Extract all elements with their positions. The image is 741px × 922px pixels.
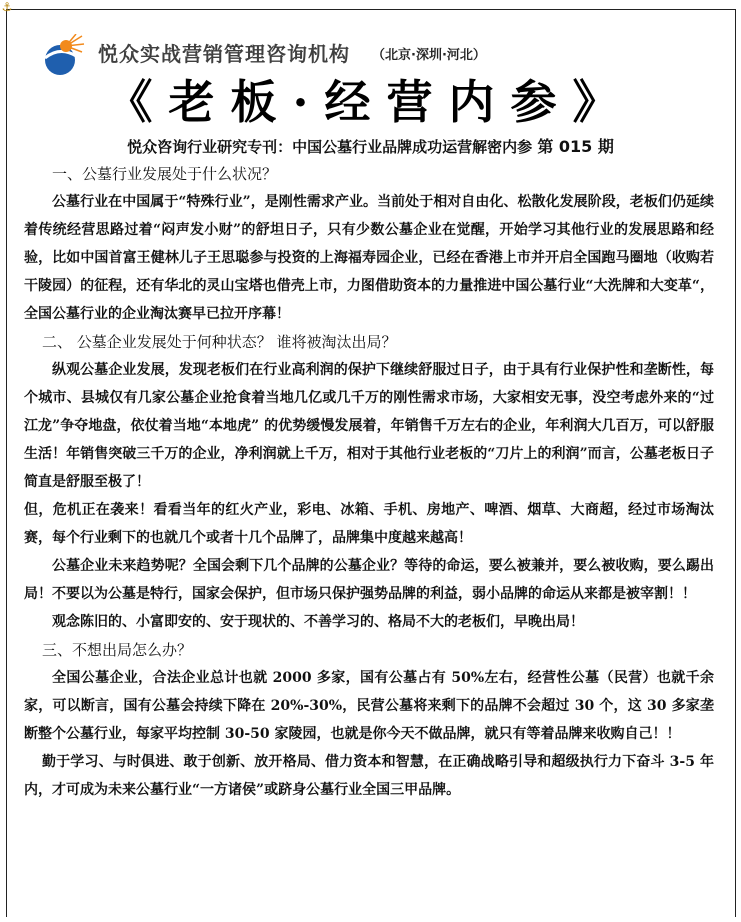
- section-3-paragraph-1: 全国公墓企业，合法企业总计也就 2000 多家，国有公墓占有 50%左右，经营性公墓（民营）也就千余家，可以断言，国有公墓会持续下降在 20%-30%，民营公墓将来剩下的品牌不会超过 30 个，这 30 多家垄断整个公墓行业，每家平均控制 30-50 家陵园，也就是你今天不做品牌，就只有等着品牌来收购自己！！: [24, 670, 714, 742]
- section-2-paragraph-3: 公墓企业未来趋势呢？全国会剩下几个品牌的公墓企业？等待的命运，要么被兼并，要么被收购，要么踢出局！不要以为公墓是特行，国家会保护，但市场只保护强势品牌的利益，弱小品牌的命运从来都是被宰割！！: [24, 558, 714, 602]
- subtitle-main: 悦众咨询行业研究专刊：中国公墓行业品牌成功运营解密内参: [127, 138, 533, 156]
- section-3-heading: 三、不想出局怎么办？: [42, 641, 193, 659]
- section-1-heading: 一、公墓行业发展处于什么状况？: [52, 165, 278, 183]
- page-title: 《老板·经营内参》: [106, 75, 635, 129]
- article-body: [24, 160, 714, 804]
- anchor-icon: ⚓: [1, 0, 13, 14]
- page-subtitle: [0, 134, 741, 157]
- org-cities: （北京·深圳·河北）: [372, 48, 486, 63]
- section-2-heading: 二、 公墓企业发展处于何种状态？ 谁将被淘汰出局？: [42, 333, 397, 351]
- section-2-paragraph-1: 纵观公墓企业发展，发现老板们在行业高利润的保护下继续舒服过日子，由于具有行业保护性和垄断性，每个城市、县城仅有几家公墓企业抢食着当地几亿或几千万的刚性需求市场，大家相安无事，没空考虑外来的“过江龙”争夺地盘，依仗着当地“本地虎” 的优势缓慢发展着，年销售千万左右的企业，年利润大几百万，可以舒服生活！年销售突破三千万的企业，净利润就上千万，相对于其他行业老板的“刀片上的利润”而言，公墓老板日子简直是舒服至极了！: [24, 362, 714, 490]
- section-1-paragraph: 公墓行业在中国属于“特殊行业”，是刚性需求产业。当前处于相对自由化、松散化发展阶段，老板们仍延续着传统经营思路过着“闷声发小财”的舒坦日子，只有少数公墓企业在觉醒，开始学习其他行业的发展思路和经验，比如中国首富王健林儿子王思聪参与投资的上海福寿园企业，已经在香港上市并开启全国跑马圈地（收购若干陵园）的征程，还有华北的灵山宝塔也借壳上市，力图借助资本的力量推进中国公墓行业“大洗牌和大变革“，全国公墓行业的企业淘汰赛早已拉开序幕！: [24, 194, 714, 322]
- section-3-paragraph-2: 勤于学习、与时俱进、敢于创新、放开格局、借力资本和智慧，在正确战略引导和超级执行力下奋斗 3-5 年内，才可成为未来公墓行业“一方诸侯”或跻身公墓行业全国三甲品牌。: [24, 754, 714, 798]
- org-name: 悦众实战营销管理咨询机构: [98, 42, 350, 66]
- section-2-paragraph-4: 观念陈旧的、小富即安的、安于现状的、不善学习的、格局不大的老板们，早晚出局！: [52, 614, 584, 630]
- issue-number: 第 015 期: [537, 137, 614, 156]
- section-2-paragraph-2: 但，危机正在袭来！看看当年的红火产业，彩电、冰箱、手机、房地产、啤酒、烟草、大商超，经过市场淘汰赛，每个行业剩下的也就几个或者十几个品牌了，品牌集中度越来越高！: [24, 502, 714, 546]
